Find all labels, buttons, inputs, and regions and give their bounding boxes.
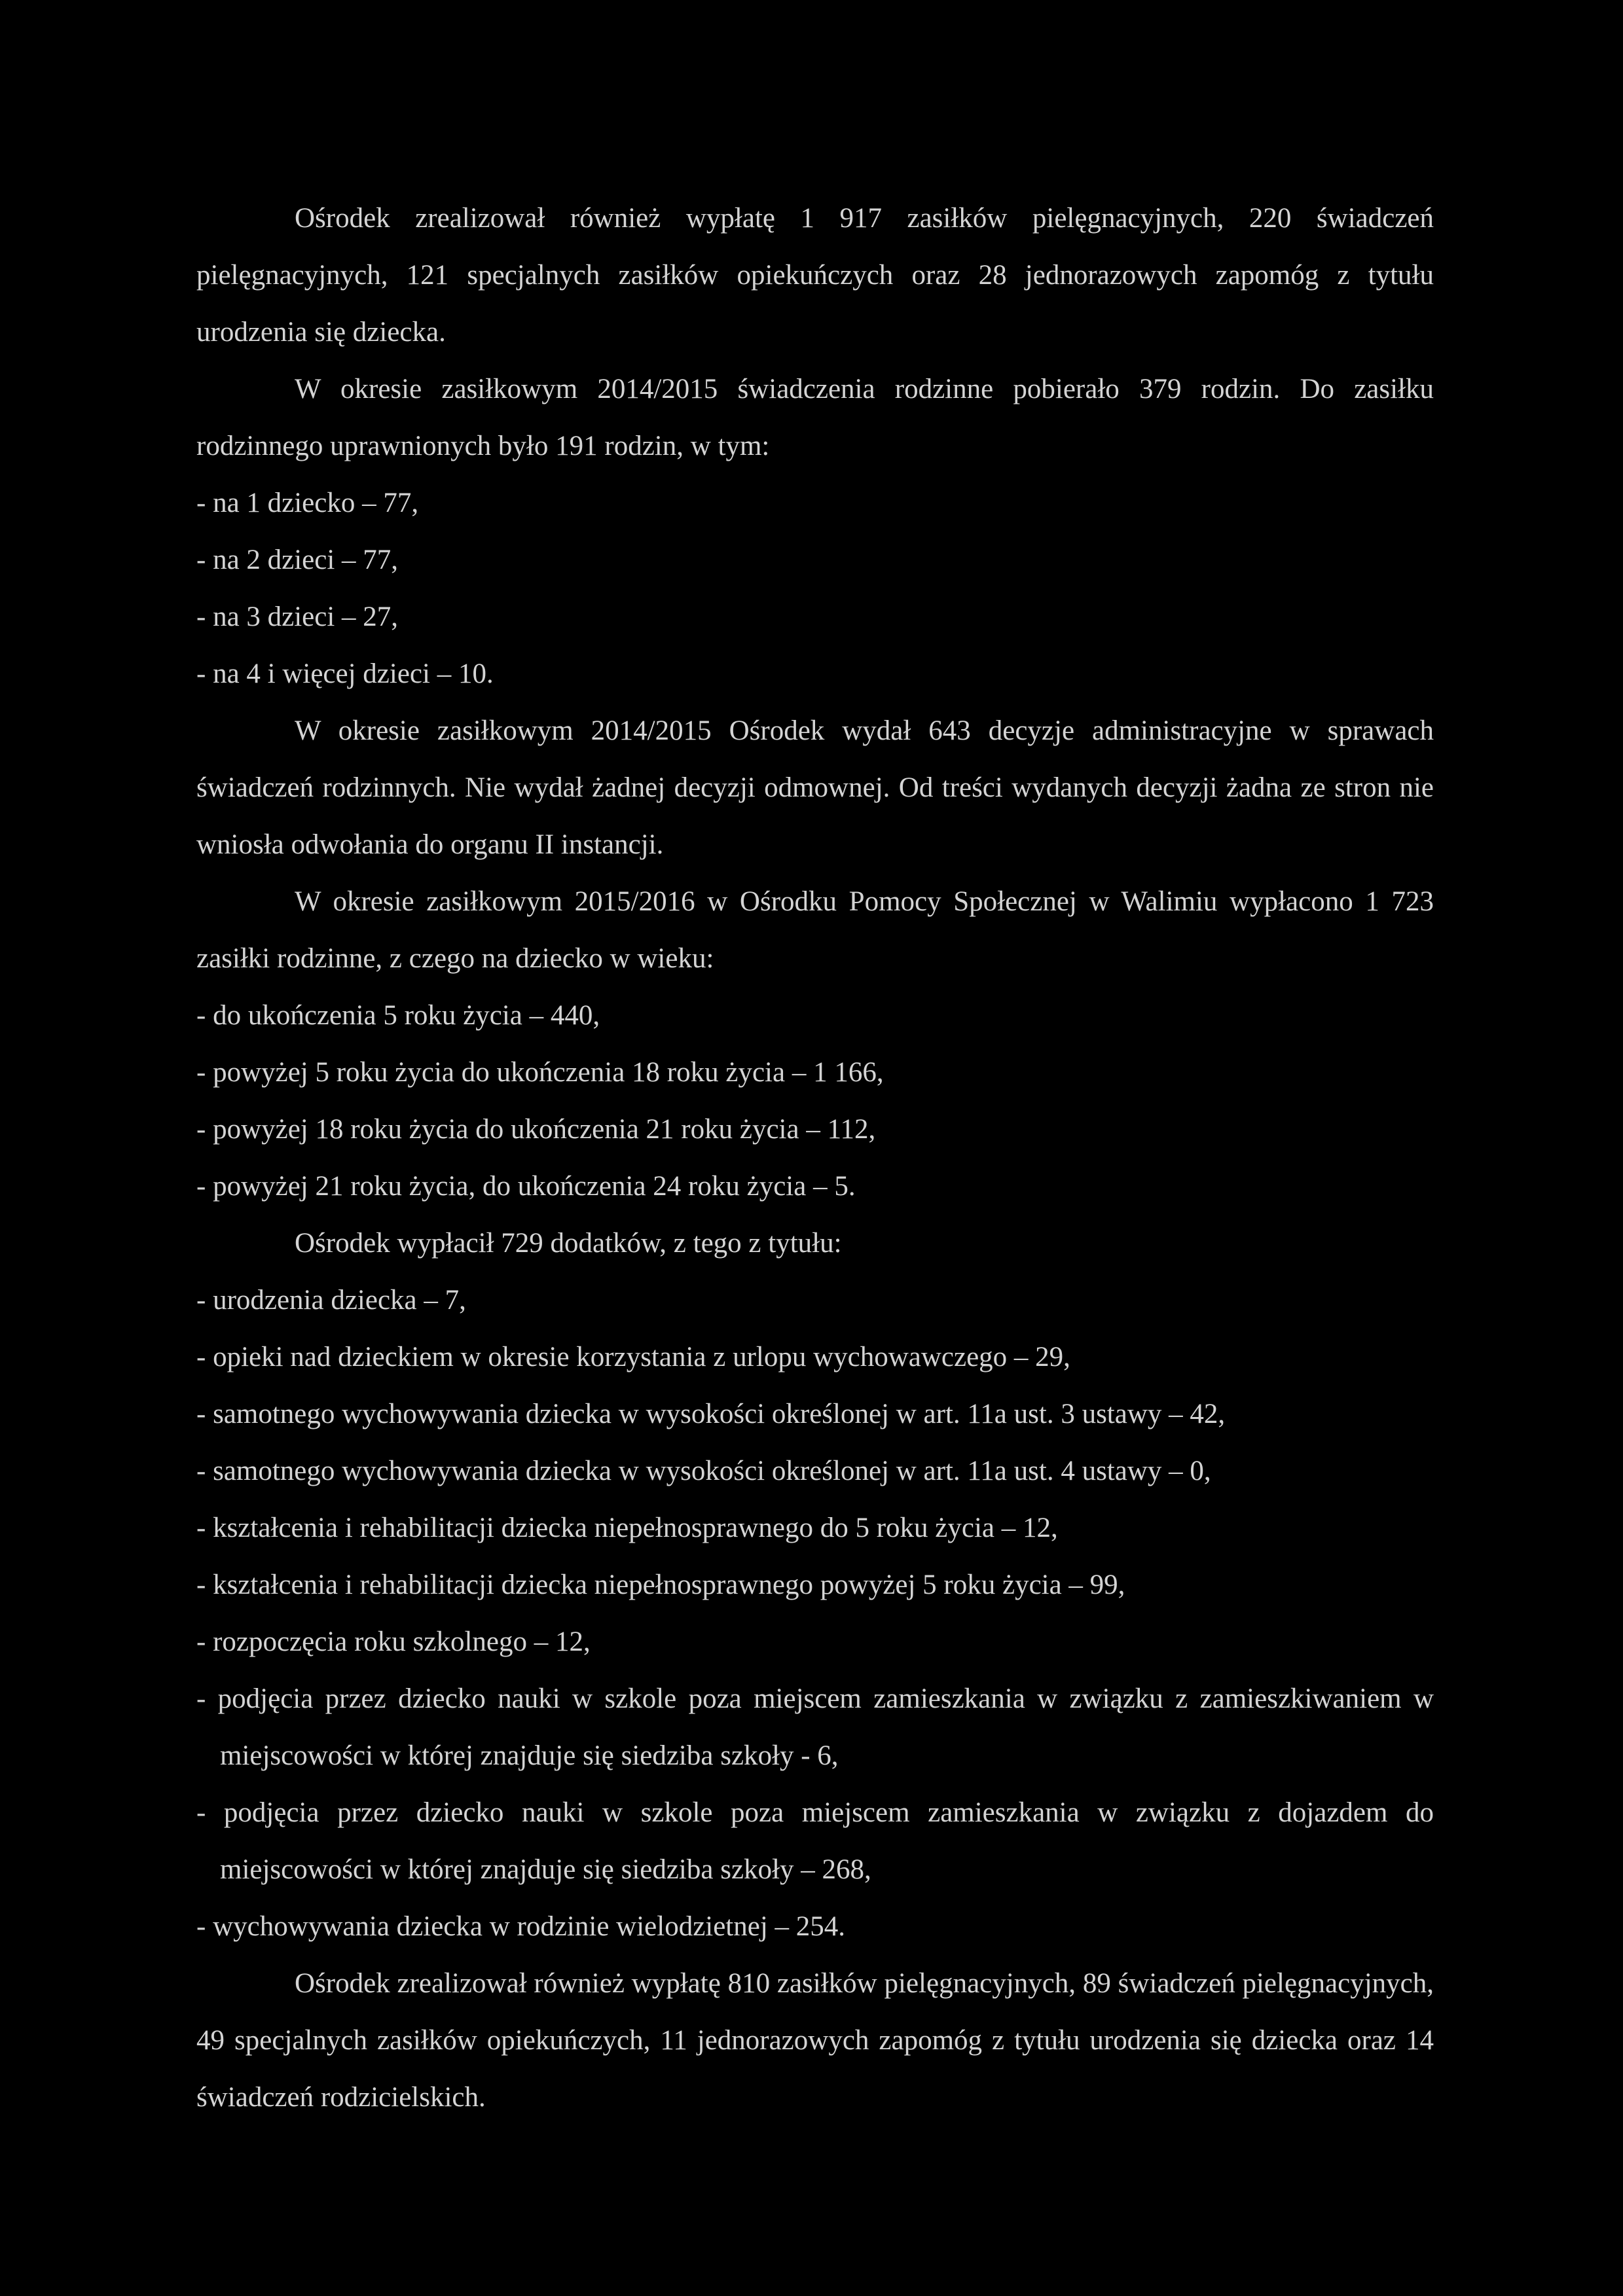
- children-count-list: [196, 475, 1434, 702]
- list-item: - na 3 dzieci – 27,: [196, 601, 399, 632]
- list-item: - na 1 dziecko – 77,: [196, 488, 419, 518]
- list-item: - kształcenia i rehabilitacji dziecka niepełnosprawnego powyżej 5 roku życia – 99,: [196, 1570, 1125, 1600]
- document-page: [196, 190, 1434, 2126]
- list-item: - rozpoczęcia roku szkolnego – 12,: [196, 1626, 591, 1657]
- list-item: - samotnego wychowywania dziecka w wysokości określonej w art. 11a ust. 3 ustawy – 42,: [196, 1399, 1226, 1429]
- paragraph-family-benefits-2015: W okresie zasiłkowym 2015/2016 w Ośrodku Pomocy Społecznej w Walimiu wypłacono 1 723 zasiłki rodzinne, z czego na dziecko w wieku:: [196, 886, 1434, 974]
- paragraph-allowances-2015: Ośrodek zrealizował również wypłatę 810 zasiłków pielęgnacyjnych, 89 świadczeń pielęgnacyjnych, 49 specjalnych zasiłków opiekuńczych, 11 jednorazowych zapomóg z tytułu urodzenia się dziecka oraz 14 świadczeń rodzicielskich.: [196, 1968, 1434, 2113]
- paragraph-allowances-2014: Ośrodek zrealizował również wypłatę 1 917 zasiłków pielęgnacyjnych, 220 świadczeń pielęgnacyjnych, 121 specjalnych zasiłków opiekuńczych oraz 28 jednorazowych zapomóg z tytułu urodzenia się dziecka.: [196, 203, 1434, 348]
- list-item: - urodzenia dziecka – 7,: [196, 1285, 466, 1316]
- paragraph-supplements: Ośrodek wypłacił 729 dodatków, z tego z tytułu:: [295, 1228, 842, 1259]
- list-item: - samotnego wychowywania dziecka w wysokości określonej w art. 11a ust. 4 ustawy – 0,: [196, 1456, 1211, 1486]
- list-item: - powyżej 18 roku życia do ukończenia 21 roku życia – 112,: [196, 1114, 876, 1145]
- list-item: - powyżej 5 roku życia do ukończenia 18 roku życia – 1 166,: [196, 1057, 884, 1088]
- list-item: - podjęcia przez dziecko nauki w szkole poza miejscem zamieszkania w związku z zamieszkiwaniem w miejscowości w której znajduje się siedziba szkoły - 6,: [196, 1683, 1434, 1771]
- list-item: - podjęcia przez dziecko nauki w szkole poza miejscem zamieszkania w związku z dojazdem do miejscowości w której znajduje się siedziba szkoły – 268,: [196, 1797, 1434, 1885]
- list-item: - wychowywania dziecka w rodzinie wielodzietnej – 254.: [196, 1911, 846, 1942]
- child-age-list: [196, 987, 1434, 1215]
- list-item: - kształcenia i rehabilitacji dziecka niepełnosprawnego do 5 roku życia – 12,: [196, 1513, 1058, 1543]
- list-item: - na 4 i więcej dzieci – 10.: [196, 658, 494, 689]
- list-item: - opieki nad dzieckiem w okresie korzystania z urlopu wychowawczego – 29,: [196, 1342, 1070, 1372]
- list-item: - na 2 dzieci – 77,: [196, 545, 399, 575]
- supplements-list: [196, 1272, 1434, 1955]
- paragraph-decisions-2014: W okresie zasiłkowym 2014/2015 Ośrodek wydał 643 decyzje administracyjne w sprawach świadczeń rodzinnych. Nie wydał żadnej decyzji odmownej. Od treści wydanych decyzji żadna ze stron nie wniosła odwołania do organu II instancji.: [196, 715, 1434, 860]
- list-item: - do ukończenia 5 roku życia – 440,: [196, 1000, 600, 1031]
- paragraph-family-benefits-2014: W okresie zasiłkowym 2014/2015 świadczenia rodzinne pobierało 379 rodzin. Do zasiłku rodzinnego uprawnionych było 191 rodzin, w tym:: [196, 374, 1434, 461]
- list-item: - powyżej 21 roku życia, do ukończenia 24 roku życia – 5.: [196, 1171, 856, 1202]
